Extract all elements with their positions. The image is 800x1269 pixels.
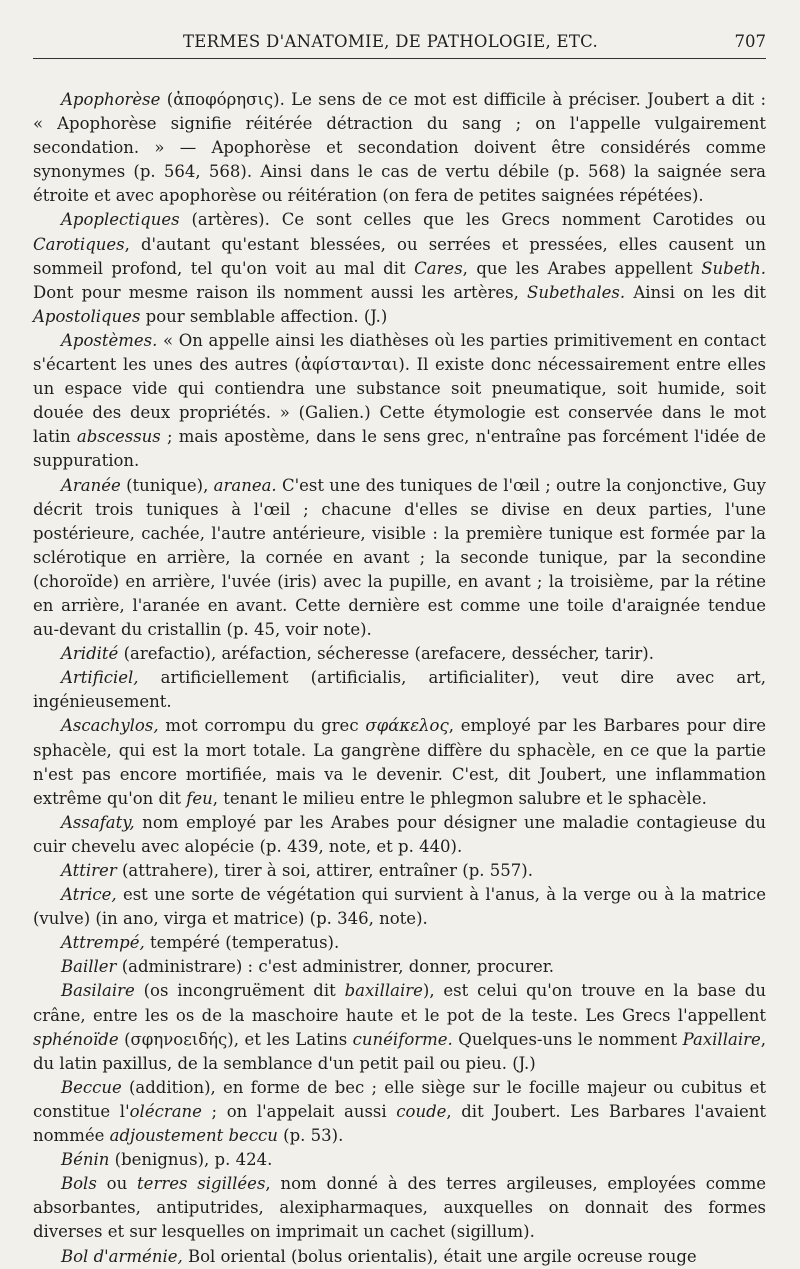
entry-text: C'est une des tuniques de l'œil ; outre la conjonctive, Guy décrit trois tuniques à l'œil ; chacune d'elles se divise en deux parties, l'une postérieure, cachée, l'autre antérieure, visible : la première tunique est formée par la sclérotique en arrière, la cornée en avant ; la seconde tunique, par la secondine (choroïde) en arrière, l'uvée (iris) avec la pupille, en avant ; la troisième, par la rétine en arrière, l'aranée en avant. Cette dernière est comme une toile d'araignée tendue au-devant du cristallin (p. 45, voir note). [33, 475, 766, 640]
entry-text: Dont pour mesme raison ils nomment aussi les artères, [33, 282, 528, 302]
entry-italic-text: Bénin [61, 1150, 110, 1170]
entry-text: Quelques-uns le nomment [452, 1029, 683, 1049]
entry-italic-text: Subethales. [527, 282, 626, 302]
entry-italic-text: Apoplectiques [61, 210, 180, 230]
page-header [33, 30, 766, 59]
glossary-entry [33, 642, 766, 666]
entry-italic-text: cunéiforme. [352, 1029, 453, 1049]
glossary-entry [33, 979, 766, 1075]
entry-italic-text: Cares [414, 258, 463, 278]
entry-italic-text: olécrane [129, 1101, 202, 1121]
glossary-entry [33, 859, 766, 883]
entry-italic-text: Attirer [61, 861, 117, 880]
entry-text: (tunique), [120, 475, 214, 495]
glossary-entry [33, 666, 766, 714]
entry-text: , employé par les Barbares pour dire sphacèle, qui est la mort totale. La gangrène diffère du sphacèle, en ce que la partie n'est pas encore mortifiée, mais va le devenir. C'est, dit Joubert, une inflammation extrême qu'on dit [33, 716, 766, 808]
page-number: 707 [734, 32, 766, 51]
entry-text: ; mais apostème, dans le sens grec, n'entraîne pas forcément l'idée de suppuration. [33, 427, 766, 471]
entry-text: (os incongruëment dit [134, 981, 345, 1001]
entry-text: (p. 53). [277, 1126, 344, 1146]
glossary-entry [33, 1245, 766, 1269]
entry-text: , dit Joubert. Les Barbares l'avaient nommée [33, 1101, 766, 1146]
entry-text: ou [96, 1174, 138, 1194]
entry-text: tempéré (temperatus). [144, 933, 340, 953]
glossary-entry [33, 883, 766, 931]
entry-italic-text: Basilaire [61, 981, 135, 1001]
entry-text: ; on l'appelait aussi [201, 1101, 397, 1121]
entry-text: ), est celui qu'on trouve en la base du crâne, entre les os de la maschoire haute et le pot de la teste. Les Grecs l'appellent [33, 981, 766, 1025]
entry-text: nom employé par les Arabes pour désigner une maladie contagieuse du cuir chevelu avec alopécie (p. 439, note, et p. 440). [33, 812, 766, 856]
entry-italic-text: Carotiques [33, 234, 125, 254]
entry-italic-text: Apostèmes. [61, 330, 158, 350]
entry-italic-text: aranea. [213, 475, 277, 495]
entry-italic-text: Assafaty, [61, 812, 135, 832]
entry-italic-text: σφάκελος [365, 716, 449, 736]
entry-italic-text: coude [396, 1101, 447, 1121]
glossary-entry [33, 714, 766, 810]
entry-italic-text: Ascachylos, [61, 716, 159, 736]
entry-italic-text: Attrempé, [61, 933, 145, 953]
glossary-body [33, 88, 766, 1269]
entry-italic-text: feu [186, 788, 213, 808]
entry-italic-text: baxillaire [344, 981, 423, 1001]
entry-text: , du latin paxillus, de la semblance d'un petit pail ou pieu. (J.) [33, 1029, 766, 1073]
entry-italic-text: Bailler [61, 957, 117, 977]
entry-italic-text: Atrice, [61, 885, 117, 905]
entry-text: Bol oriental (bolus orientalis), était une argile ocreuse rouge [182, 1246, 697, 1266]
entry-italic-text: Apophorèse [61, 90, 161, 109]
entry-italic-text: Bols [61, 1174, 97, 1194]
entry-text: , tenant le milieu entre le phlegmon salubre et le sphacèle. [212, 788, 707, 808]
entry-text: (σφηνοειδής), et les Latins [118, 1029, 353, 1049]
glossary-entry [33, 931, 766, 955]
running-title: TERMES D'ANATOMIE, DE PATHOLOGIE, ETC. [183, 32, 599, 51]
entry-italic-text: sphénoïde [33, 1029, 119, 1049]
entry-italic-text: Aranée [61, 475, 121, 495]
entry-italic-text: Apostoliques [33, 306, 141, 326]
entry-text: , d'autant qu'estant blessées, ou serrées et pressées, elles causent un sommeil profond, tel qu'on voit au mal dit [33, 234, 766, 278]
entry-italic-text: Artificiel, [61, 668, 139, 688]
entry-italic-text: Aridité [61, 644, 119, 664]
entry-text: , nom donné à des terres argileuses, employées comme absorbantes, antiputrides, alexipharmaques, auxquelles on donnait des formes diverses et sur lesquelles on imprimait un cachet (sigillum). [33, 1174, 766, 1242]
glossary-entry [33, 811, 766, 859]
entry-text: (artères). Ce sont celles que les Grecs nomment Carotides ou [179, 210, 766, 230]
entry-text: (ἀποφόρησις). Le sens de ce mot est difficile à préciser. Joubert a dit : « Apophorèse signifie réitérée détraction du sang ; on l'appelle vulgairement secondation. » — Apophorèse et secondation doivent être considérés comme synonymes (p. 564, 568). Ainsi dans le cas de vertu débile (p. 568) la saignée sera étroite et avec apophorèse ou réitération (on fera de petites saignées répétées). [33, 90, 766, 206]
entry-italic-text: adjoustement beccu [109, 1126, 278, 1146]
entry-text: (addition), en forme de bec ; elle siège sur le focille majeur ou cubitus et constitue l' [33, 1077, 766, 1121]
entry-text: (administrare) : c'est administrer, donner, procurer. [116, 957, 555, 977]
glossary-entry [33, 329, 766, 474]
entry-italic-text: terres sigillées [137, 1174, 266, 1194]
glossary-entry [33, 1148, 766, 1172]
entry-text: , que les Arabes appellent [462, 258, 702, 278]
entry-text: Ainsi on les dit [625, 282, 766, 302]
entry-text: artificiellement (artificialis, artificialiter), veut dire avec art, ingénieusement. [33, 668, 766, 712]
glossary-entry [33, 1076, 766, 1148]
entry-text: pour semblable affection. (J.) [140, 306, 388, 326]
entry-italic-text: Beccue [61, 1077, 122, 1097]
entry-text: mot corrompu du grec [158, 716, 366, 736]
entry-text: « On appelle ainsi les diathèses où les parties primitivement en contact s'écartent les unes des autres (ἀφίστανται). Il existe donc nécessairement entre elles un espace vide qui contiendra une substance soit pneumatique, soit humide, soit douée des deux propriétés. » (Galien.) Cette étymologie est conservée dans le mot latin [33, 330, 766, 447]
entry-text: (attrahere), tirer à soi, attirer, entraîner (p. 557). [116, 861, 533, 880]
entry-italic-text: Subeth. [701, 258, 766, 278]
glossary-entry [33, 1172, 766, 1244]
glossary-entry [33, 88, 766, 208]
entry-text: (benignus), p. 424. [109, 1150, 273, 1170]
entry-italic-text: Paxillaire [682, 1029, 761, 1049]
glossary-entry [33, 474, 766, 643]
glossary-entry [33, 208, 766, 328]
entry-italic-text: Bol d'arménie, [61, 1246, 183, 1266]
entry-text: (arefactio), aréfaction, sécheresse (arefacere, dessécher, tarir). [118, 644, 654, 664]
entry-italic-text: abscessus [76, 427, 161, 447]
entry-text: est une sorte de végétation qui survient à l'anus, à la verge ou à la matrice (vulve) (in ano, virga et matrice) (p. 346, note). [33, 885, 766, 929]
glossary-entry [33, 955, 766, 979]
